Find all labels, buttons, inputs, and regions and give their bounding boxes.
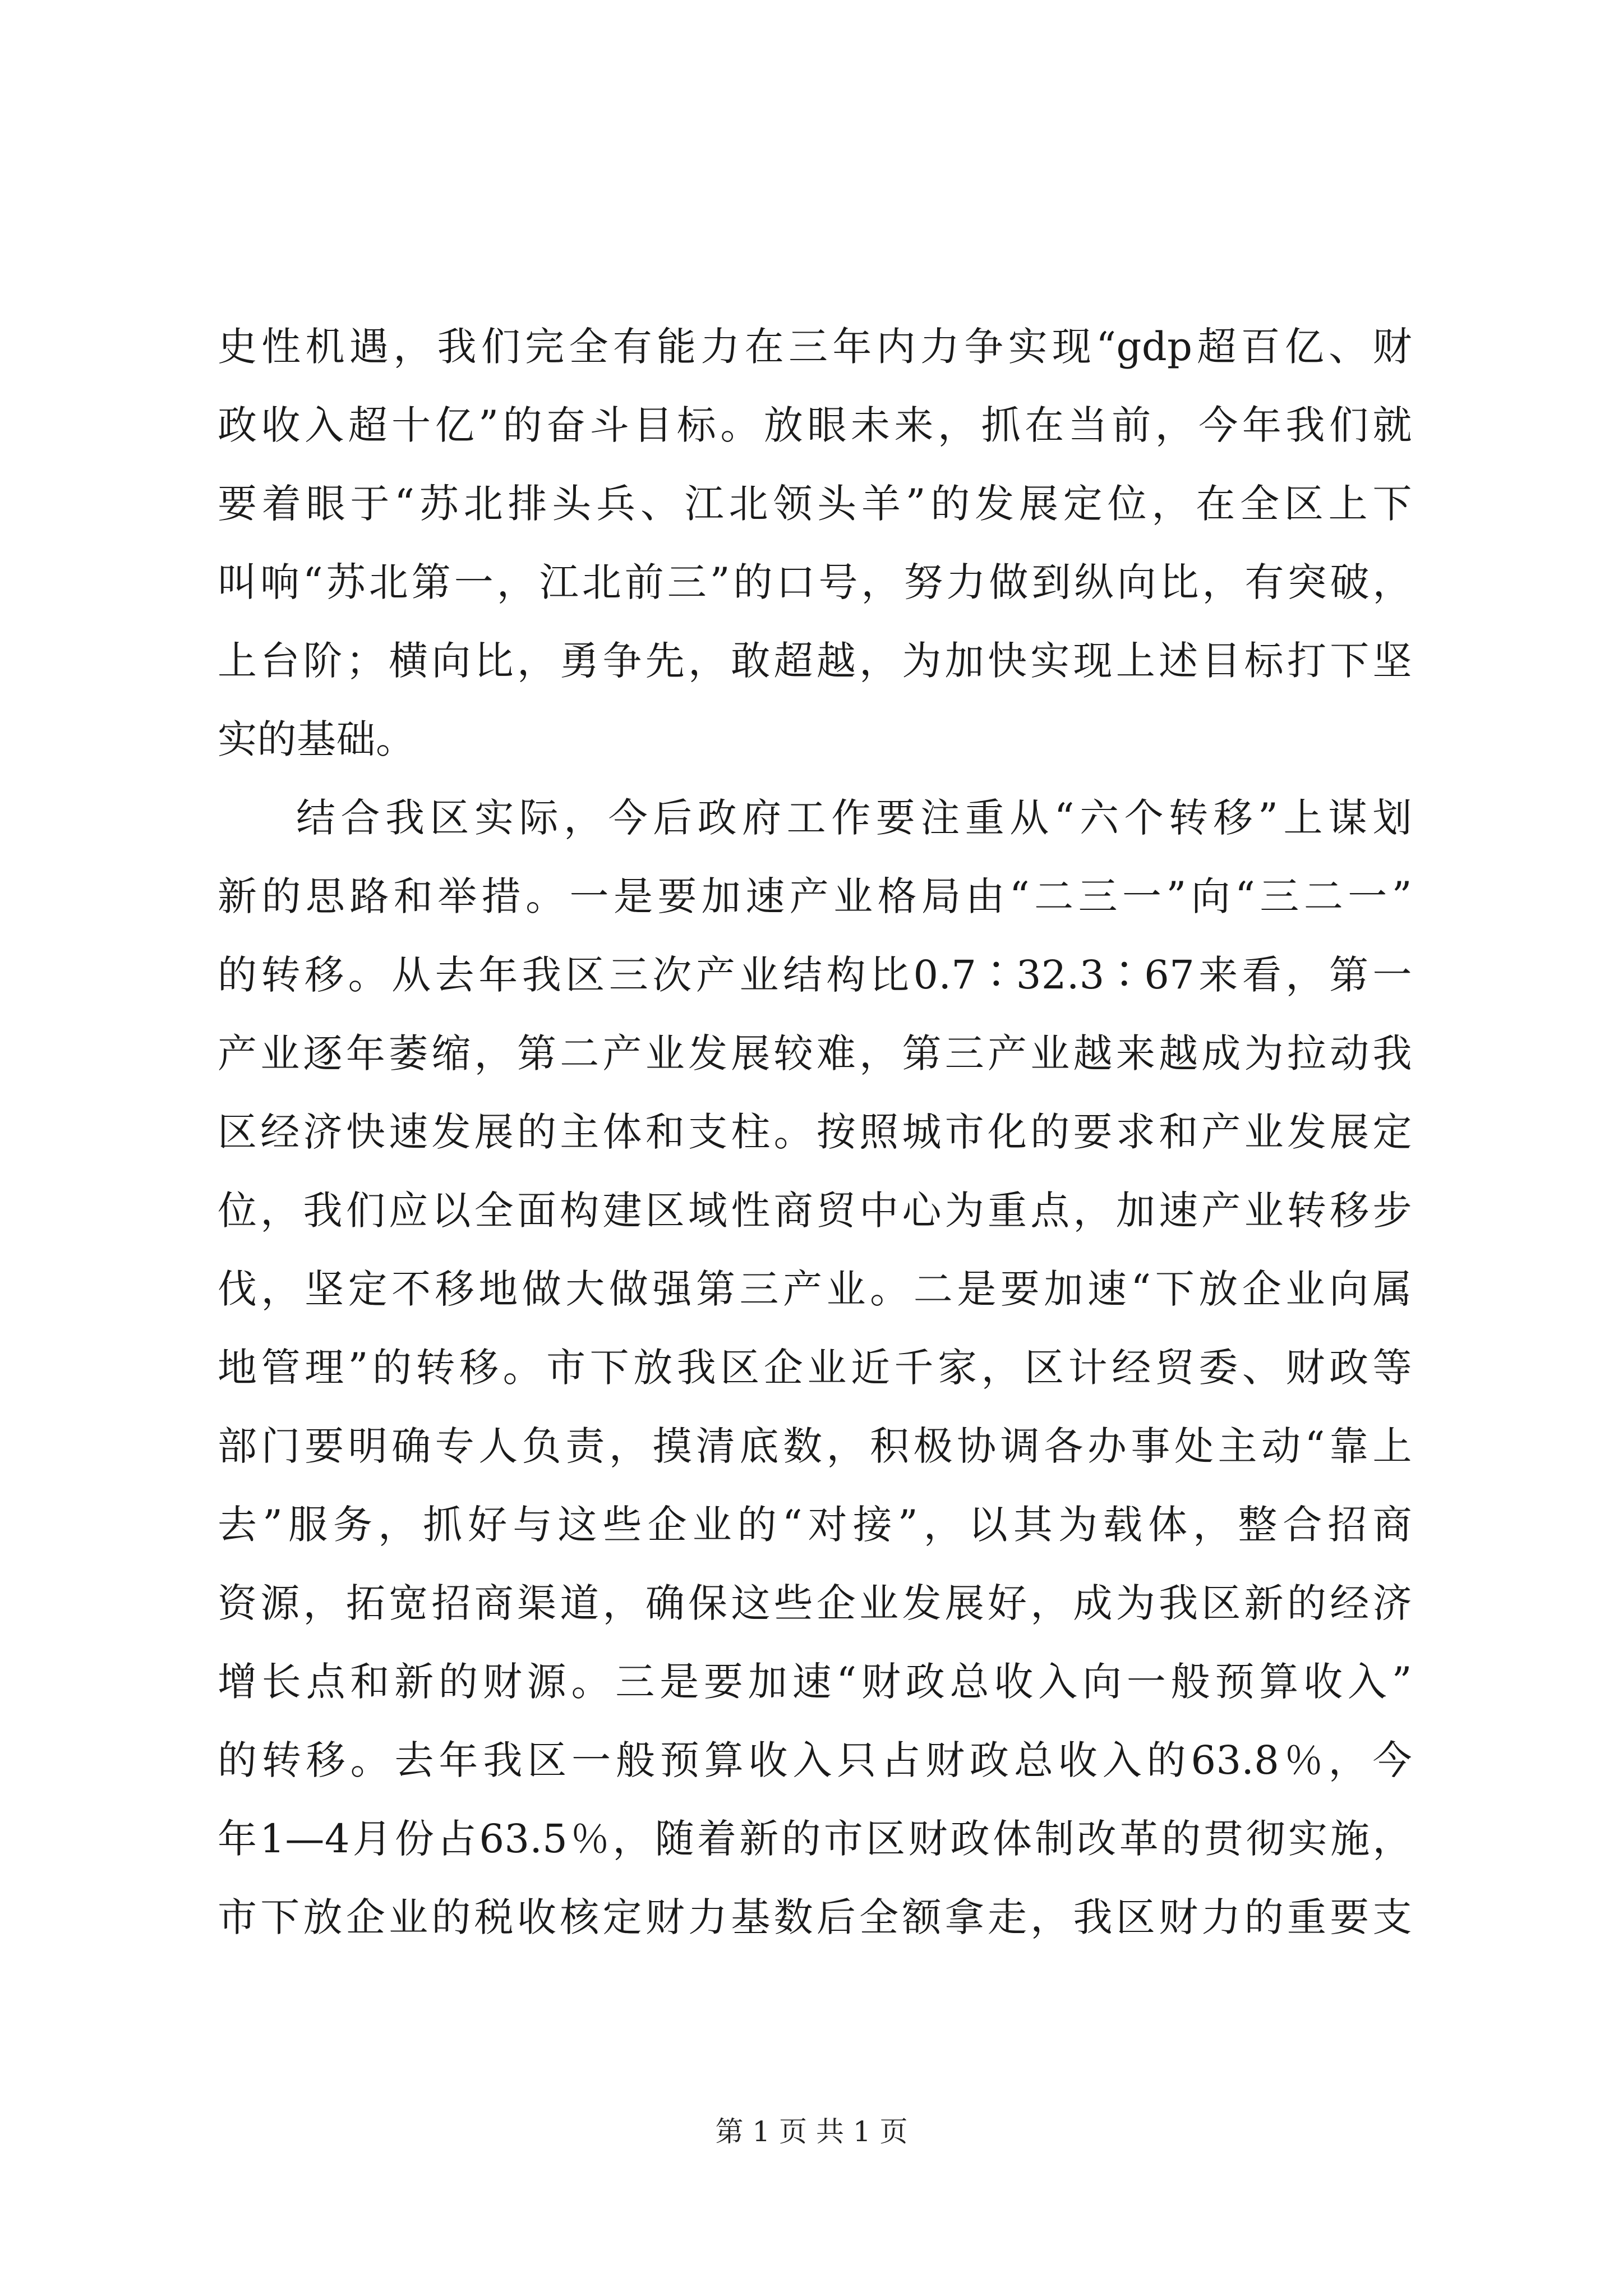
- text-line: 部门要明确专人负责，摸清底数，积极协调各办事处主动“靠上: [218, 1423, 1412, 1469]
- text-line: 的转移。从去年我区三次产业结构比0.7∶32.3∶67来看，第一: [218, 952, 1412, 998]
- text-line: 史性机遇，我们完全有能力在三年内力争实现“gdp超百亿、财: [218, 324, 1412, 370]
- text-line: 去”服务，抓好与这些企业的“对接”，以其为载体，整合招商: [218, 1502, 1412, 1548]
- text-line: 上台阶；横向比，勇争先，敢超越，为加快实现上述目标打下坚: [218, 638, 1412, 684]
- text-line: 市下放企业的税收核定财力基数后全额拿走，我区财力的重要支: [218, 1894, 1412, 1940]
- text-line: 新的思路和举措。一是要加速产业格局由“二三一”向“三二一”: [218, 873, 1412, 919]
- text-line: 资源，拓宽招商渠道，确保这些企业发展好，成为我区新的经济: [218, 1580, 1412, 1626]
- text-line: 区经济快速发展的主体和支柱。按照城市化的要求和产业发展定: [218, 1109, 1412, 1155]
- text-line: 政收入超十亿”的奋斗目标。放眼未来，抓在当前，今年我们就: [218, 402, 1412, 448]
- page-footer: [0, 2115, 1623, 2148]
- text-line: 实的基础。: [218, 716, 416, 762]
- text-line: 产业逐年萎缩，第二产业发展较难，第三产业越来越成为拉动我: [218, 1030, 1412, 1076]
- text-line: 年1—4月份占63.5％，随着新的市区财政体制改革的贯彻实施，: [218, 1816, 1412, 1862]
- page-number-label: 第 1 页 共 1 页: [715, 2115, 908, 2148]
- document-body: [218, 307, 1412, 1957]
- text-line: 伐，坚定不移地做大做强第三产业。二是要加速“下放企业向属: [218, 1266, 1412, 1312]
- text-line: 的转移。去年我区一般预算收入只占财政总收入的63.8％，今: [218, 1737, 1412, 1783]
- text-line: 位，我们应以全面构建区域性商贸中心为重点，加速产业转移步: [218, 1188, 1412, 1234]
- text-line: 增长点和新的财源。三是要加速“财政总收入向一般预算收入”: [218, 1659, 1412, 1705]
- text-line: 地管理”的转移。市下放我区企业近千家，区计经贸委、财政等: [218, 1345, 1412, 1391]
- text-line: 结合我区实际，今后政府工作要注重从“六个转移”上谋划: [296, 795, 1412, 841]
- text-line: 要着眼于“苏北排头兵、江北领头羊”的发展定位，在全区上下: [218, 481, 1412, 527]
- text-line: 叫响“苏北第一，江北前三”的口号，努力做到纵向比，有突破，: [218, 559, 1412, 605]
